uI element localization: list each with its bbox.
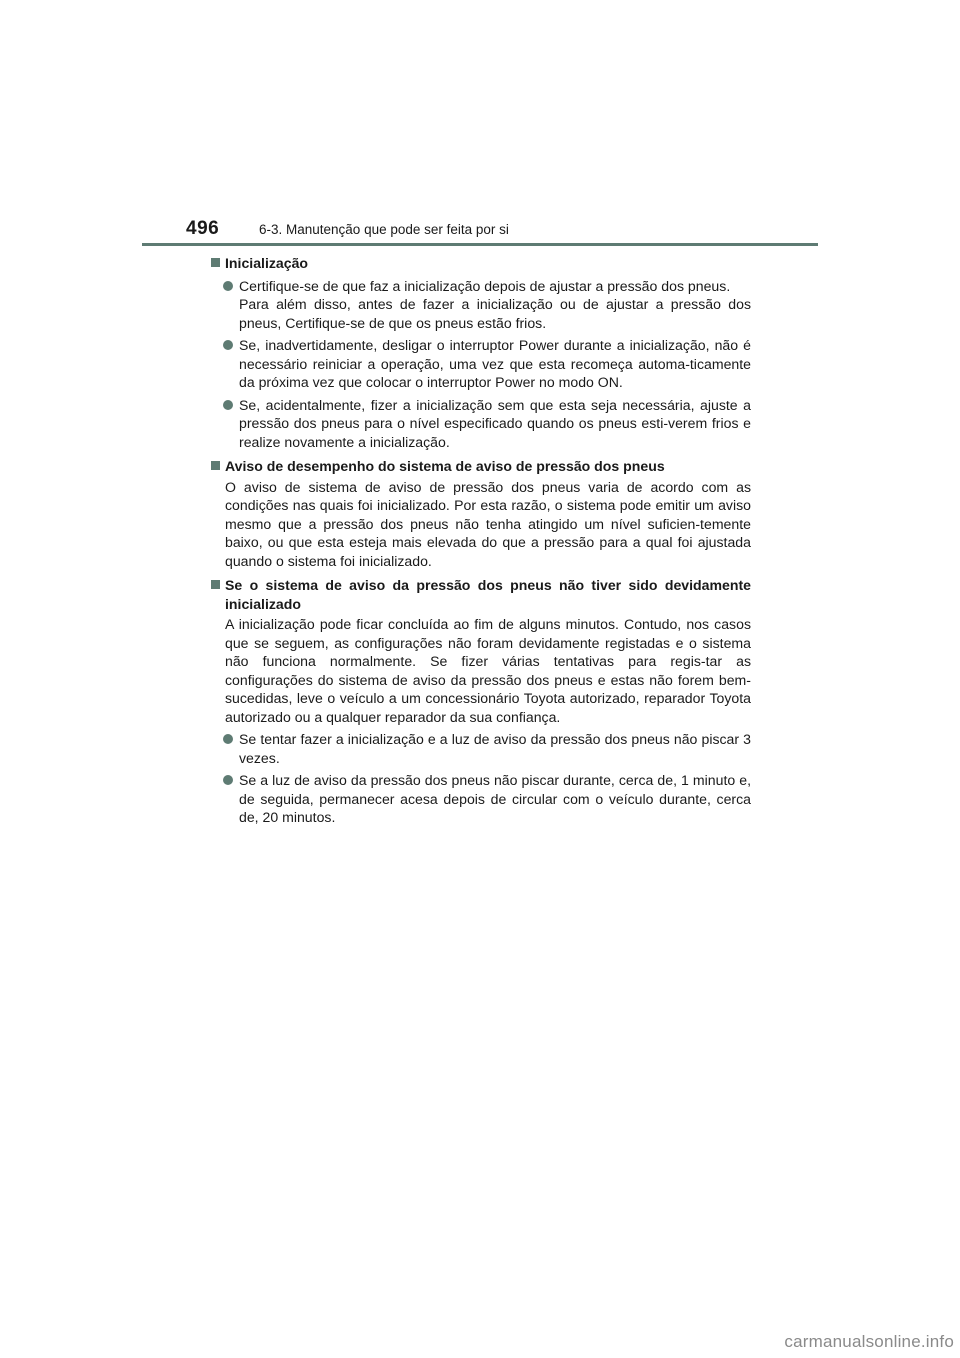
bullet-text: Se, acidentalmente, fizer a inicialização sem que esta seja necessária, ajuste a pressão dos pneus para o nível especificado quando os pneus esti-verem frios e realize novamente a inicialização. bbox=[239, 396, 751, 450]
page-header bbox=[0, 0, 960, 250]
square-icon bbox=[211, 580, 220, 589]
list-item bbox=[211, 277, 751, 333]
page-content bbox=[211, 254, 751, 827]
list-item bbox=[211, 396, 751, 452]
paragraph: A inicialização pode ficar concluída ao fim de alguns minutos. Contudo, nos casos que se seguem, as configurações não foram devidamente registadas e o sistema não funciona normalmente. Se fizer várias tentativas para regis-tar as configurações do sistema de aviso da pressão dos pneus e estas não forem bem-sucedidas, leve o veículo a um concessionário Toyota autorizado, reparador Toyota autorizado ou a qualquer reparador da sua confiança. bbox=[225, 616, 751, 725]
square-icon bbox=[211, 258, 220, 267]
bullet-dot-icon bbox=[223, 734, 233, 744]
bullet-dot-icon bbox=[223, 281, 233, 291]
bullet-text: Se, inadvertidamente, desligar o interruptor Power durante a inicialização, não é necessário reiniciar a operação, uma vez que esta recomeça automa-ticamente da próxima vez que colocar o interruptor Power no modo ON. bbox=[239, 337, 751, 390]
list-item bbox=[211, 730, 751, 767]
heading-text: Se o sistema de aviso da pressão dos pneus não tiver sido devidamente inicializado bbox=[225, 577, 751, 612]
heading-nao-inicializado bbox=[211, 576, 751, 613]
list-item bbox=[211, 771, 751, 827]
heading-aviso-desempenho bbox=[211, 457, 751, 476]
heading-text: Aviso de desempenho do sistema de aviso de pressão dos pneus bbox=[225, 458, 665, 474]
bullet-dot-icon bbox=[223, 775, 233, 785]
square-icon bbox=[211, 461, 220, 470]
paragraph: O aviso de sistema de aviso de pressão dos pneus varia de acordo com as condições nas quais foi inicializado. Por esta razão, o sistema pode emitir um aviso mesmo que a pressão dos pneus não tenha atingido um nível suficien-temente baixo, ou que esta esteja mais elevada do que a pressão para a qual foi ajustada quando o sistema foi inicializado. bbox=[225, 478, 751, 569]
bullet-text: Certifique-se de que faz a inicialização depois de ajustar a pressão dos pneus. bbox=[239, 277, 731, 294]
bullet-extra-text: Para além disso, antes de fazer a inicialização ou de ajustar a pressão dos pneus, Certifique-se de que os pneus estão frios. bbox=[239, 296, 751, 331]
bullet-dot-icon bbox=[223, 340, 233, 350]
list-item bbox=[211, 336, 751, 392]
bullet-dot-icon bbox=[223, 400, 233, 410]
header-divider bbox=[142, 243, 818, 246]
section-title: 6-3. Manutenção que pode ser feita por si bbox=[259, 222, 509, 237]
page-number: 496 bbox=[186, 218, 220, 239]
watermark: carmanualsonline.info bbox=[784, 1332, 954, 1351]
heading-inicializacao bbox=[211, 254, 751, 273]
heading-text: Inicialização bbox=[225, 255, 309, 271]
bullet-text: Se tentar fazer a inicialização e a luz de aviso da pressão dos pneus não piscar 3 vezes. bbox=[239, 731, 751, 766]
bullet-text: Se a luz de aviso da pressão dos pneus não piscar durante, cerca de, 1 minuto e, de seguida, permanecer acesa depois de circular com o veículo durante, cerca de, 20 minutos. bbox=[239, 772, 751, 825]
